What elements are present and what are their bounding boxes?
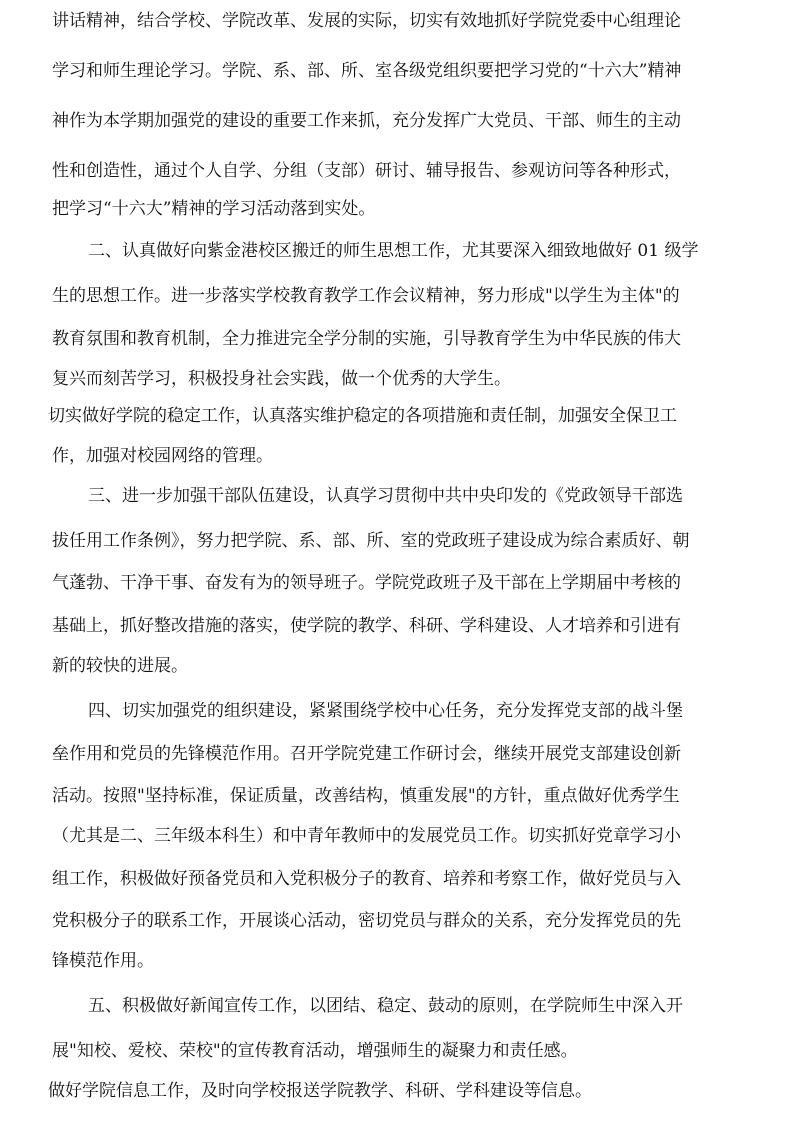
text-line: 展"知校、爱校、荣校"的宣传教育活动，增强师生的凝聚力和责任感。	[52, 1041, 578, 1061]
text-line: 气蓬勃、干净干事、奋发有为的领导班子。学院党政班子及干部在上学期届中考核的	[52, 573, 681, 593]
text-line: 作，加强对校园网络的管理。	[52, 446, 273, 466]
text-line: 垒作用和党员的先锋模范作用。召开学院党建工作研讨会，继续开展党支部建设创新	[52, 744, 681, 764]
text-line: 切实做好学院的稳定工作，认真落实维护稳定的各项措施和责任制，加强安全保卫工	[48, 406, 677, 426]
text-line: 做好学院信息工作，及时向学校报送学院教学、科研、学科建设等信息。	[48, 1081, 592, 1101]
text-line: （尤其是二、三年级本科生）和中青年教师中的发展党员工作。切实抓好党章学习小	[52, 826, 681, 846]
text-line: 教育氛围和教育机制，全力推进完全学分制的实施，引导教育学生为中华民族的伟大	[52, 329, 681, 349]
text-line: 新的较快的进展。	[52, 656, 188, 676]
text-line: 神作为本学期加强党的建设的重要工作来抓，充分发挥广大党员、干部、师生的主动	[52, 111, 681, 131]
paragraph-heading-5: 五、积极做好新闻宣传工作，以团结、稳定、鼓动的原则，在学院师生中深入开	[88, 996, 683, 1016]
text-line: 锋模范作用。	[52, 951, 154, 971]
text-line: 拔任用工作条例》，努力把学院、系、部、所、室的党政班子建设成为综合素质好、朝	[52, 531, 690, 551]
text-line: 学习和师生理论学习。学院、系、部、所、室各级党组织要把学习党的“十六大”精神	[52, 61, 682, 81]
text-line: 组工作，积极做好预备党员和入党积极分子的教育、培养和考察工作，做好党员与入	[52, 869, 681, 889]
text-line: 基础上，抓好整改措施的落实，使学院的教学、科研、学科建设、人才培养和引进有	[52, 616, 681, 636]
text-line: 生的思想工作。进一步落实学校教育教学工作会议精神，努力形成"以学生为主体"的	[52, 286, 680, 306]
text-line: 讲话精神，结合学校、学院改革、发展的实际，切实有效地抓好学院党委中心组理论	[52, 11, 681, 31]
text-line: 党积极分子的联系工作，开展谈心活动，密切党员与群众的关系，充分发挥党员的先	[52, 911, 681, 931]
paragraph-heading-3: 三、进一步加强干部队伍建设，认真学习贯彻中共中央印发的《党政领导干部选	[88, 486, 683, 506]
text-line: 性和创造性，通过个人自学、分组（支部）研讨、辅导报告、参观访问等各种形式，	[52, 161, 681, 181]
paragraph-heading-4: 四、切实加强党的组织建设，紧紧围绕学校中心任务，充分发挥党支部的战斗堡	[88, 701, 683, 721]
text-line: 复兴而刻苦学习，积极投身社会实践，做一个优秀的大学生。	[52, 369, 511, 389]
text-line: 活动。按照"坚持标准，保证质量，改善结构，慎重发展"的方针，重点做好优秀学生	[52, 786, 680, 806]
text-line: 把学习“十六大”精神的学习活动落到实处。	[52, 199, 376, 219]
paragraph-heading-2: 二、认真做好向紫金港校区搬迁的师生思想工作，尤其要深入细致地做好 01 级学	[88, 241, 699, 261]
